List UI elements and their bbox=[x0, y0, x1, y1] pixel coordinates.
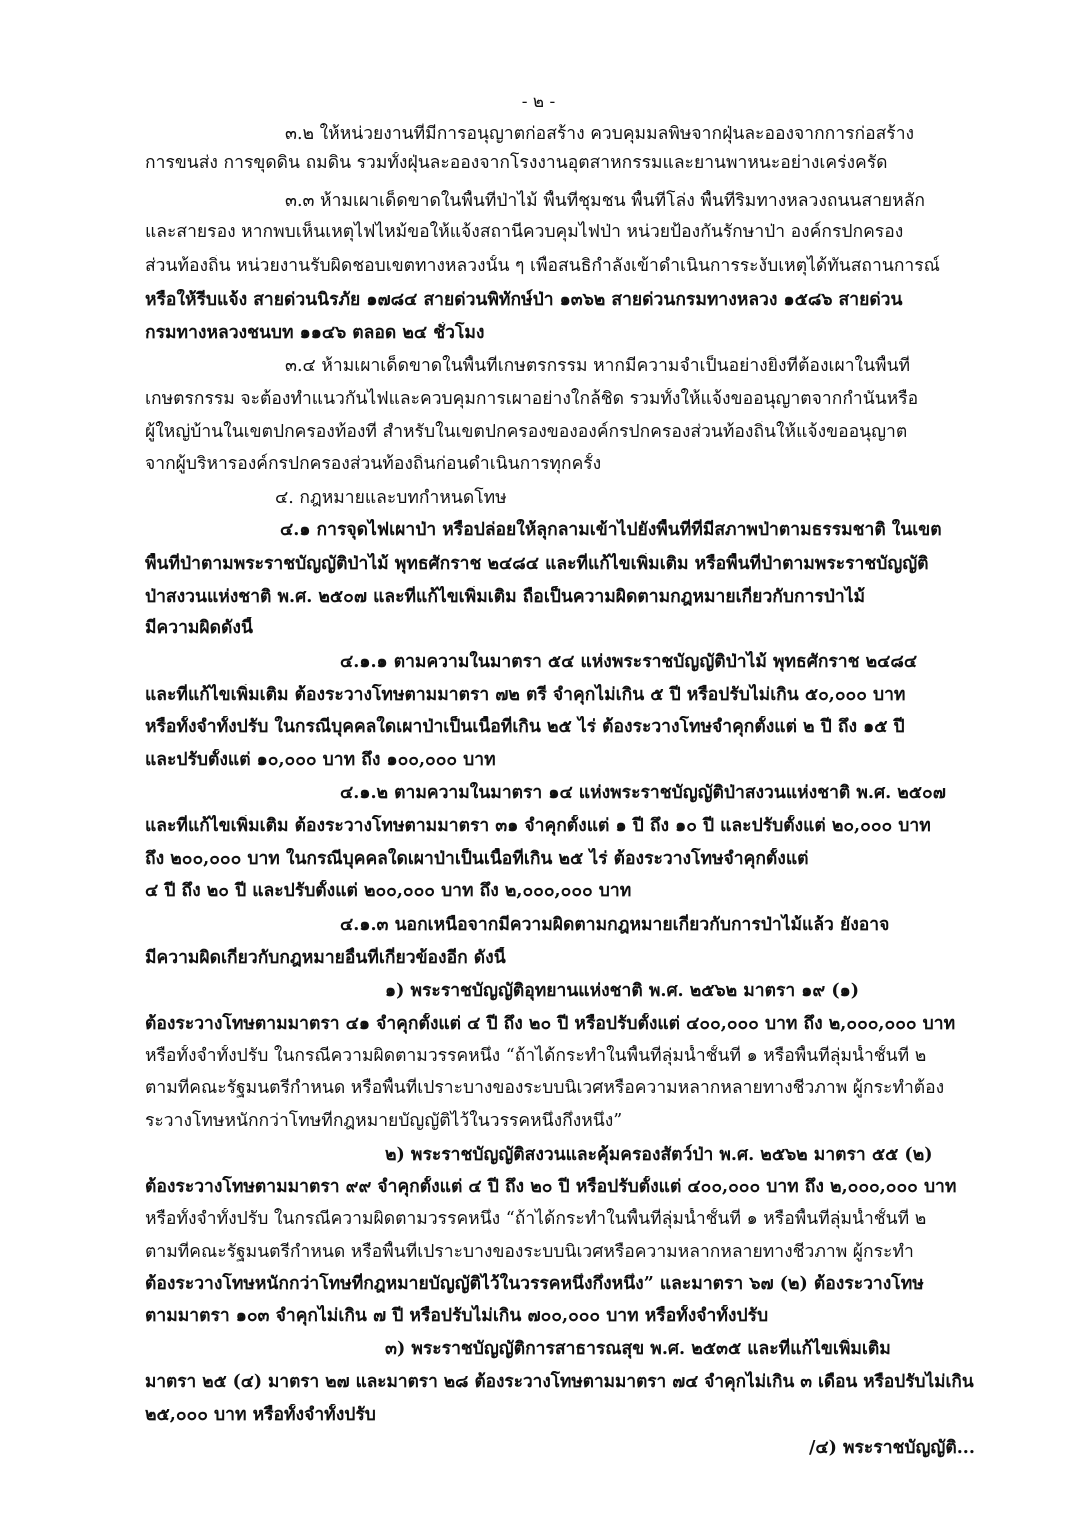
text-line: ผู้ใหญ่บ้านในเขตปกครองท้องที่ สำหรับในเขตปกครองขององค์กรปกครองส่วนท้องถิ่นให้แจ้งขออนุญาต bbox=[145, 422, 908, 442]
continuation-note: /๔) พระราชบัญญัติ... bbox=[808, 1438, 975, 1458]
text-line: ส่วนท้องถิ่น หน่วยงานรับผิดชอบเขตทางหลวงนั้น ๆ เพื่อสนธิกำลังเข้าดำเนินการระงับเหตุได้ทันสถานการณ์ bbox=[145, 256, 940, 276]
text-line: ๓) พระราชบัญญัติการสาธารณสุข พ.ศ. ๒๕๓๕ และที่แก้ไขเพิ่มเติม bbox=[385, 1339, 891, 1359]
text-line: และที่แก้ไขเพิ่มเติม ต้องระวางโทษตามมาตรา ๗๒ ตรี จำคุกไม่เกิน ๕ ปี หรือปรับไม่เกิน ๕๐,๐๐๐ บาท bbox=[145, 685, 906, 705]
text-line: มีความผิดเกี่ยวกับกฎหมายอื่นที่เกี่ยวข้องอีก ดังนี้ bbox=[145, 948, 506, 968]
text-line: พื้นที่ป่าตามพระราชบัญญัติป่าไม้ พุทธศักราช ๒๔๘๔ และที่แก้ไขเพิ่มเติม หรือพื้นที่ป่าตามพระราชบัญญัติ bbox=[145, 554, 929, 574]
text-line: ต้องระวางโทษตามมาตรา ๙๙ จำคุกตั้งแต่ ๔ ปี ถึง ๒๐ ปี หรือปรับตั้งแต่ ๔๐๐,๐๐๐ บาท ถึง ๒,๐๐๐,๐๐๐ บาท bbox=[145, 1177, 957, 1197]
text-line: ๔.๑.๓ นอกเหนือจากมีความผิดตามกฎหมายเกี่ยวกับการป่าไม้แล้ว ยังอาจ bbox=[340, 915, 890, 935]
hotline-line: กรมทางหลวงชนบท ๑๑๔๖ ตลอด ๒๔ ชั่วโมง bbox=[145, 323, 485, 343]
text-line: ป่าสงวนแห่งชาติ พ.ศ. ๒๕๐๗ และที่แก้ไขเพิ่มเติม ถือเป็นความผิดตามกฎหมายเกี่ยวกับการป่าไม้ bbox=[145, 587, 866, 607]
text-line: ๔ ปี ถึง ๒๐ ปี และปรับตั้งแต่ ๒๐๐,๐๐๐ บาท ถึง ๒,๐๐๐,๐๐๐ บาท bbox=[145, 881, 632, 901]
text-line: ต้องระวางโทษตามมาตรา ๔๑ จำคุกตั้งแต่ ๔ ปี ถึง ๒๐ ปี หรือปรับตั้งแต่ ๔๐๐,๐๐๐ บาท ถึง ๒,๐๐๐,๐๐๐ บาท bbox=[145, 1014, 956, 1034]
hotline-line: หรือให้รีบแจ้ง สายด่วนนิรภัย ๑๗๘๔ สายด่วนพิทักษ์ป่า ๑๓๖๒ สายด่วนกรมทางหลวง ๑๕๘๖ สายด่วน bbox=[145, 290, 903, 310]
text-line: ๔.๑.๑ ตามความในมาตรา ๕๔ แห่งพระราชบัญญัติป่าไม้ พุทธศักราช ๒๔๘๔ bbox=[340, 652, 918, 672]
text-line: จากผู้บริหารองค์กรปกครองส่วนท้องถิ่นก่อนดำเนินการทุกครั้ง bbox=[145, 454, 602, 474]
text-line: ๓.๓ ห้ามเผาเด็ดขาดในพื้นที่ป่าไม้ พื้นที่ชุมชน พื้นที่โล่ง พื้นที่ริมทางหลวงถนนสายหลัก bbox=[285, 191, 926, 211]
text-line: ๓.๔ ห้ามเผาเด็ดขาดในพื้นที่เกษตรกรรม หากมีความจำเป็นอย่างยิ่งที่ต้องเผาในพื้นที่ bbox=[285, 356, 911, 376]
text-line: ๓.๒ ให้หน่วยงานที่มีการอนุญาตก่อสร้าง ควบคุมมลพิษจากฝุ่นละอองจากการก่อสร้าง bbox=[285, 124, 915, 144]
text-line: หรือทั้งจำทั้งปรับ ในกรณีความผิดตามวรรคหนึ่ง “ถ้าได้กระทำในพื้นที่ลุ่มน้ำชั้นที่ ๑ หรือพื้นที่ลุ่มน้ำชั้นที่ ๒ bbox=[145, 1046, 927, 1066]
text-line: ต้องระวางโทษหนักกว่าโทษที่กฎหมายบัญญัติไว้ในวรรคหนึ่งกึ่งหนึ่ง” และมาตรา ๖๗ (๒) ต้องระวางโทษ bbox=[145, 1274, 924, 1294]
text-line: ๔.๑.๒ ตามความในมาตรา ๑๔ แห่งพระราชบัญญัติป่าสงวนแห่งชาติ พ.ศ. ๒๕๐๗ bbox=[340, 783, 946, 803]
text-line: ๒๕,๐๐๐ บาท หรือทั้งจำทั้งปรับ bbox=[145, 1405, 376, 1425]
text-line: ตามมาตรา ๑๐๓ จำคุกไม่เกิน ๗ ปี หรือปรับไม่เกิน ๗๐๐,๐๐๐ บาท หรือทั้งจำทั้งปรับ bbox=[145, 1306, 769, 1326]
text-line: ๑) พระราชบัญญัติอุทยานแห่งชาติ พ.ศ. ๒๕๖๒ มาตรา ๑๙ (๑) bbox=[385, 981, 859, 1001]
page-number: - ๒ - bbox=[521, 92, 556, 112]
text-line: เกษตรกรรม จะต้องทำแนวกันไฟและควบคุมการเผาอย่างใกล้ชิด รวมทั้งให้แจ้งขออนุญาตจากกำนันหรือ bbox=[145, 389, 919, 409]
text-line: และปรับตั้งแต่ ๑๐,๐๐๐ บาท ถึง ๑๐๐,๐๐๐ บาท bbox=[145, 750, 496, 770]
text-line: และที่แก้ไขเพิ่มเติม ต้องระวางโทษตามมาตรา ๓๑ จำคุกตั้งแต่ ๑ ปี ถึง ๑๐ ปี และปรับตั้งแต่ ๒๐,๐๐๐ บาท bbox=[145, 816, 931, 836]
text-line: ตามที่คณะรัฐมนตรีกำหนด หรือพื้นที่เปราะบางของระบบนิเวศหรือความหลากหลายทางชีวภาพ ผู้กระทำ bbox=[145, 1242, 914, 1262]
text-line: ตามที่คณะรัฐมนตรีกำหนด หรือพื้นที่เปราะบางของระบบนิเวศหรือความหลากหลายทางชีวภาพ ผู้กระทำต้อง bbox=[145, 1078, 945, 1098]
text-line: การขนส่ง การขุดดิน ถมดิน รวมทั้งฝุ่นละอองจากโรงงานอุตสาหกรรมและยานพาหนะอย่างเคร่งครัด bbox=[145, 153, 888, 173]
text-line: ถึง ๒๐๐,๐๐๐ บาท ในกรณีบุคคลใดเผาป่าเป็นเนื้อที่เกิน ๒๕ ไร่ ต้องระวางโทษจำคุกตั้งแต่ bbox=[145, 849, 809, 869]
text-line: ระวางโทษหนักกว่าโทษที่กฎหมายบัญญัติไว้ในวรรคหนึ่งกึ่งหนึ่ง” bbox=[145, 1111, 623, 1131]
text-line: หรือทั้งจำทั้งปรับ ในกรณีความผิดตามวรรคหนึ่ง “ถ้าได้กระทำในพื้นที่ลุ่มน้ำชั้นที่ ๑ หรือพื้นที่ลุ่มน้ำชั้นที่ ๒ bbox=[145, 1209, 927, 1229]
text-line: หรือทั้งจำทั้งปรับ ในกรณีบุคคลใดเผาป่าเป็นเนื้อที่เกิน ๒๕ ไร่ ต้องระวางโทษจำคุกตั้งแต่ ๒ ปี ถึง ๑๕ ปี bbox=[145, 717, 905, 737]
text-line: มีความผิดดังนี้ bbox=[145, 618, 253, 638]
section-heading: ๔. กฎหมายและบทกำหนดโทษ bbox=[275, 488, 507, 508]
text-line: ๔.๑ การจุดไฟเผาป่า หรือปล่อยให้ลุกลามเข้าไปยังพื้นที่ที่มีสภาพป่าตามธรรมชาติ ในเขต bbox=[280, 520, 942, 540]
text-line: มาตรา ๒๕ (๔) มาตรา ๒๗ และมาตรา ๒๘ ต้องระวางโทษตามมาตรา ๗๔ จำคุกไม่เกิน ๓ เดือน หรือปรับไม่เกิน bbox=[145, 1372, 974, 1392]
text-line: และสายรอง หากพบเห็นเหตุไฟไหม้ขอให้แจ้งสถานีควบคุมไฟป่า หน่วยป้องกันรักษาป่า องค์กรปกครอง bbox=[145, 222, 904, 242]
text-line: ๒) พระราชบัญญัติสงวนและคุ้มครองสัตว์ป่า พ.ศ. ๒๕๖๒ มาตรา ๕๕ (๒) bbox=[385, 1145, 933, 1165]
